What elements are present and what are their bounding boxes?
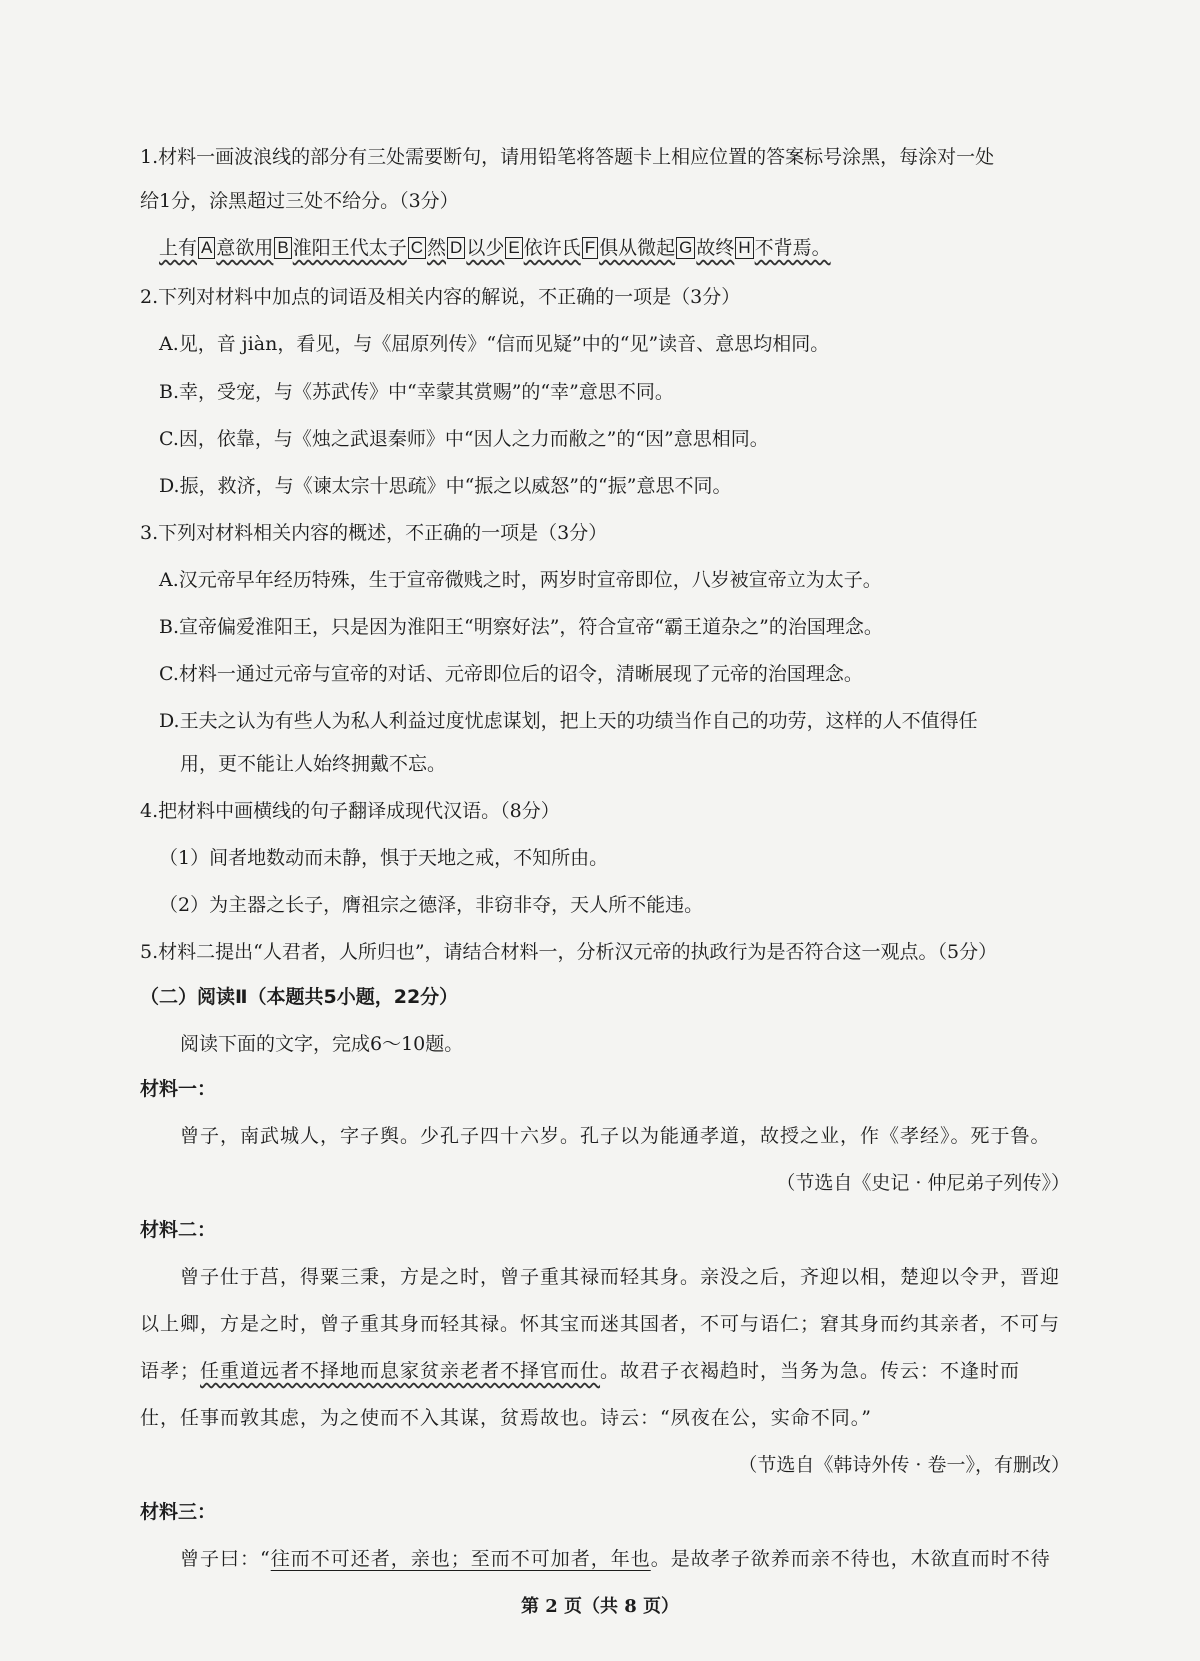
q4-sentence-2: （2）为主器之长子，膺祖宗之德泽，非窃非夺，天人所不能违。 — [159, 894, 704, 916]
q1-seg: 不背焉。 — [754, 237, 831, 259]
q3-stem: 3.下列对材料相关内容的概述，不正确的一项是（3分） — [140, 522, 608, 544]
q1-seg: 上有 — [159, 237, 198, 259]
q3-option-b: B.宣帝偏爱淮阳王，只是因为淮阳王“明察好法”，符合宣帝“霸王道杂之”的治国理念。 — [159, 616, 883, 638]
q1-seg: 依许氏 — [523, 237, 581, 259]
q1-seg: 故终 — [696, 237, 735, 259]
material2-line1: 曾子仕于莒，得粟三秉，方是之时，曾子重其禄而轻其身。亲没之后，齐迎以相，楚迎以令尹，晋迎 — [180, 1266, 1061, 1288]
section-title: （二）阅读Ⅱ（本题共5小题，22分） — [140, 986, 459, 1008]
answer-box-h[interactable]: H — [735, 237, 753, 259]
q1-seg: 淮阳王代太子 — [292, 237, 407, 259]
material3-underlined-sentence: 往而不可还者，亲也；至而不可加者，年也 — [270, 1548, 651, 1570]
material2-wavy-sentence: 任重道远者不择地而息家贫亲老者不择官而仕 — [200, 1360, 601, 1382]
q1-stem-line1: 1.材料一画波浪线的部分有三处需要断句，请用铅笔将答题卡上相应位置的答案标号涂黑，每涂对一处 — [140, 146, 995, 168]
q1-seg: 意欲用 — [216, 237, 274, 259]
q3-option-d-line2: 用，更不能让人始终拥戴不忘。 — [180, 753, 447, 775]
q2-stem: 2.下列对材料中加点的词语及相关内容的解说，不正确的一项是（3分） — [140, 286, 741, 308]
answer-box-f[interactable]: F — [582, 237, 598, 259]
material2-line3 — [140, 1357, 1020, 1385]
q1-punctuation-line — [159, 234, 831, 262]
answer-box-c[interactable]: C — [408, 237, 426, 259]
q1-seg: 俱从微起 — [599, 237, 676, 259]
material2-label: 材料二： — [140, 1219, 217, 1241]
q4-stem: 4.把材料中画横线的句子翻译成现代汉语。（8分） — [140, 800, 560, 822]
answer-box-e[interactable]: E — [505, 237, 522, 259]
material2-line3-start: 语孝； — [140, 1360, 201, 1382]
material1-label: 材料一： — [140, 1078, 217, 1100]
q2-option-d: D.振，救济，与《谏太宗十思疏》中“振之以威怒”的“振”意思不同。 — [159, 475, 732, 497]
answer-box-b[interactable]: B — [274, 237, 291, 259]
section-instruction: 阅读下面的文字，完成6～10题。 — [180, 1033, 464, 1055]
material1-source: （节选自《史记 · 仲尼弟子列传》） — [776, 1172, 1070, 1194]
answer-box-g[interactable]: G — [676, 237, 695, 259]
material3-label: 材料三： — [140, 1501, 217, 1523]
material3-end: 。是故孝子欲养而亲不待也，木欲直而时不待 — [650, 1548, 1051, 1570]
material3-start: 曾子曰：“ — [180, 1548, 271, 1570]
page-number: 第 2 页（共 8 页） — [520, 1596, 680, 1617]
q3-option-d-line1: D.王夫之认为有些人为私人利益过度忧虑谋划，把上天的功绩当作自己的功劳，这样的人不值得任 — [159, 710, 978, 732]
q5-stem: 5.材料二提出“人君者，人所归也”，请结合材料一，分析汉元帝的执政行为是否符合这一观点。（5分） — [140, 941, 998, 963]
material2-source: （节选自《韩诗外传 · 卷一》，有删改） — [738, 1454, 1070, 1476]
answer-box-a[interactable]: A — [198, 237, 215, 259]
q2-option-b: B.幸，受宠，与《苏武传》中“幸蒙其赏赐”的“幸”意思不同。 — [159, 381, 674, 403]
q2-option-a: A.见，音 jiàn，看见，与《屈原列传》“信而见疑”中的“见”读音、意思均相同。 — [159, 333, 830, 355]
material2-line2: 以上卿，方是之时，曾子重其身而轻其禄。怀其宝而迷其国者，不可与语仁；窘其身而约其亲者，不可与 — [140, 1313, 1061, 1335]
material3-line1 — [180, 1545, 1051, 1573]
q1-seg: 以少 — [466, 237, 505, 259]
material2-line3-end: 。故君子衣褐趋时，当务为急。传云：不逢时而 — [600, 1360, 1021, 1382]
material2-line4: 仕，任事而敦其虑，为之使而不入其谋，贫焉故也。诗云：“夙夜在公，实命不同。” — [140, 1407, 872, 1429]
q2-option-c: C.因，依靠，与《烛之武退秦师》中“因人之力而敝之”的“因”意思相同。 — [159, 428, 769, 450]
q1-stem-line2: 给1分，涂黑超过三处不给分。（3分） — [140, 190, 459, 212]
q1-seg: 然 — [427, 237, 447, 259]
material1-text: 曾子，南武城人，字子舆。少孔子四十六岁。孔子以为能通孝道，故授之业，作《孝经》。死于鲁。 — [180, 1125, 1051, 1147]
answer-box-d[interactable]: D — [447, 237, 465, 259]
q3-option-a: A.汉元帝早年经历特殊，生于宣帝微贱之时，两岁时宣帝即位，八岁被宣帝立为太子。 — [159, 569, 882, 591]
q3-option-c: C.材料一通过元帝与宣帝的对话、元帝即位后的诏令，清晰展现了元帝的治国理念。 — [159, 663, 863, 685]
q4-sentence-1: （1）间者地数动而未静，惧于天地之戒，不知所由。 — [159, 847, 609, 869]
